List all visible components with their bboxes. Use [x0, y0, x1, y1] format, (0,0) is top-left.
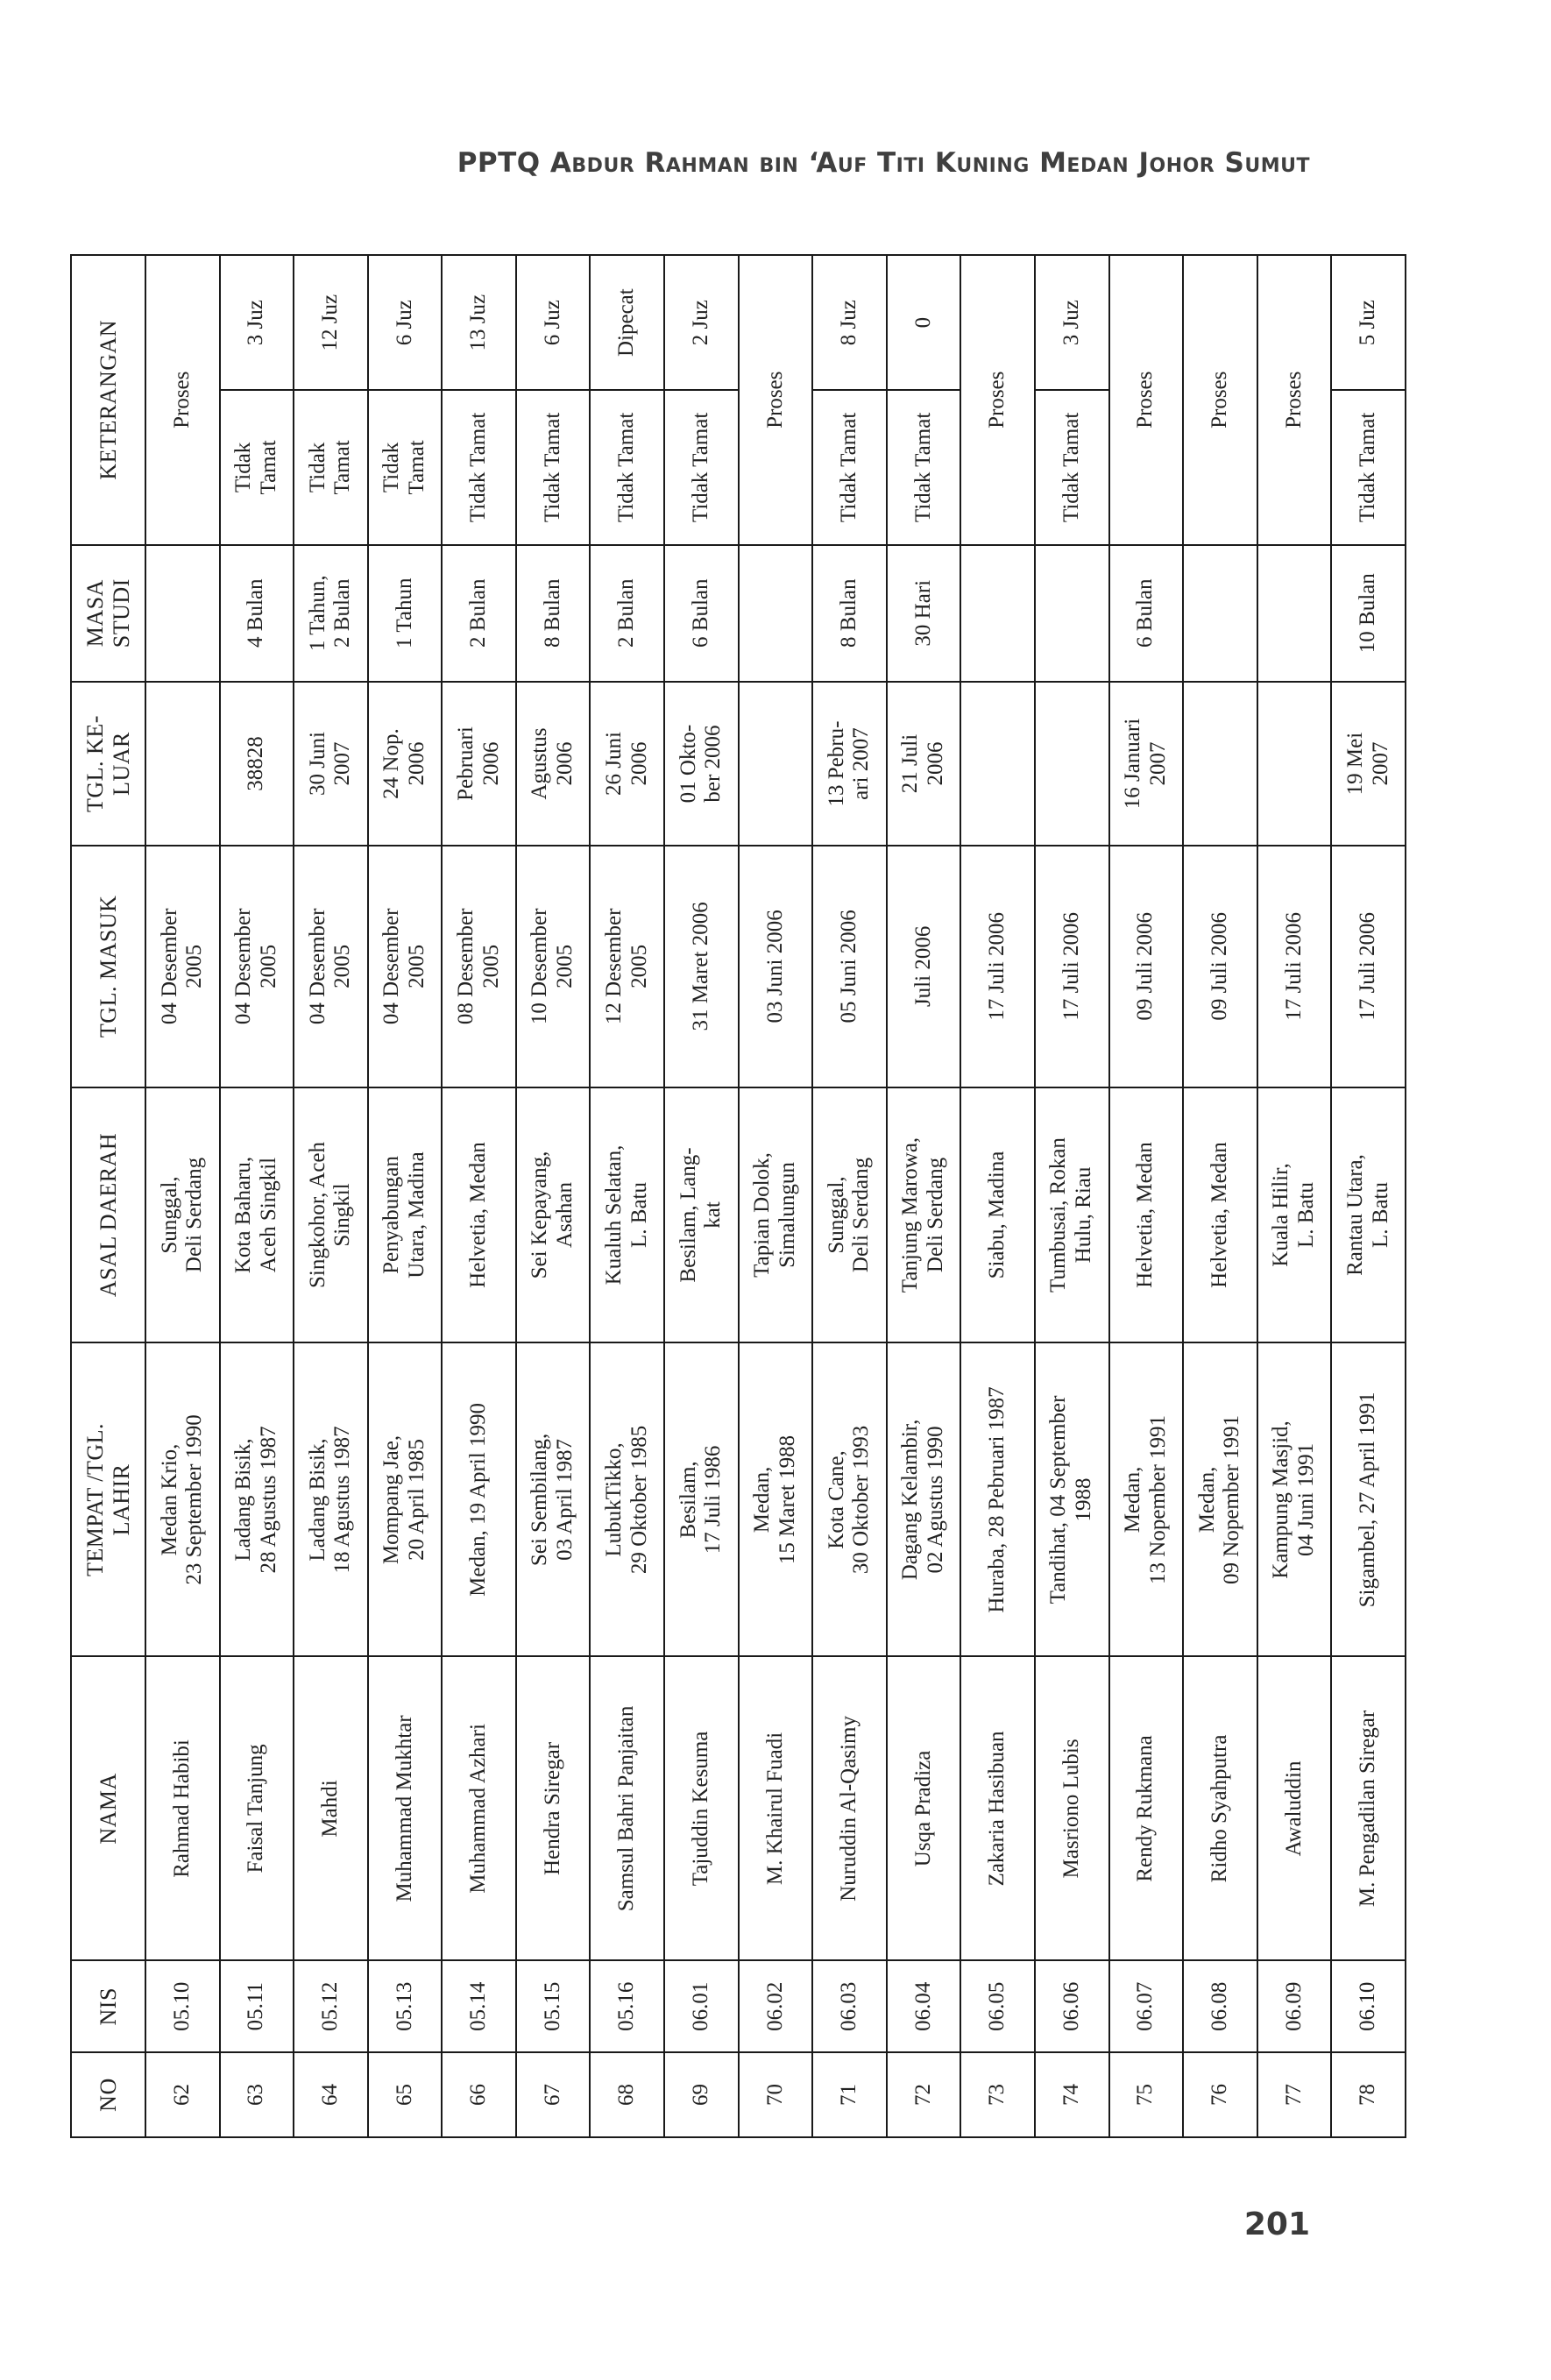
- cell-tgl-keluar: 38828: [220, 682, 294, 846]
- student-table: [70, 254, 1406, 2138]
- cell-nis: 05.16: [590, 1960, 664, 2052]
- cell-nama: Samsul Bahri Panjaitan: [590, 1656, 664, 1960]
- cell-nis: 06.09: [1257, 1960, 1332, 2052]
- cell-nis: 05.12: [294, 1960, 368, 2052]
- cell-masa-studi: [739, 545, 813, 682]
- cell-tempat-tgl-lahir: Medan, 09 Nopember 1991: [1183, 1342, 1257, 1656]
- table-row: [442, 255, 516, 2137]
- cell-keterangan-juz: 5 Juz: [1331, 255, 1406, 390]
- cell-tgl-keluar: Pebruari 2006: [442, 682, 516, 846]
- cell-tgl-keluar: [960, 682, 1035, 846]
- table-row: [1109, 255, 1184, 2137]
- cell-tgl-masuk: 09 Juli 2006: [1183, 846, 1257, 1087]
- cell-keterangan-juz: 12 Juz: [294, 255, 368, 390]
- cell-no: 78: [1331, 2052, 1406, 2137]
- cell-nis: 06.10: [1331, 1960, 1406, 2052]
- cell-nis: 06.03: [812, 1960, 887, 2052]
- cell-asal-daerah: Sunggal, Deli Serdang: [145, 1087, 220, 1343]
- cell-asal-daerah: Tumbusai, Rokan Hulu, Riau: [1035, 1087, 1109, 1343]
- table-row: [739, 255, 813, 2137]
- table-row: [1183, 255, 1257, 2137]
- cell-no: 68: [590, 2052, 664, 2137]
- cell-asal-daerah: Kualuh Selatan, L. Batu: [590, 1087, 664, 1343]
- cell-tgl-masuk: 04 Desember 2005: [145, 846, 220, 1087]
- cell-tgl-masuk: 04 Desember 2005: [368, 846, 443, 1087]
- cell-nis: 06.02: [739, 1960, 813, 2052]
- cell-no: 77: [1257, 2052, 1332, 2137]
- cell-masa-studi: 1 Tahun, 2 Bulan: [294, 545, 368, 682]
- running-header: PPTQ Abdur Rahman bin ‘Auf Titi Kuning Medan Johor Sumut: [457, 147, 1310, 179]
- header-nama: NAMA: [71, 1656, 145, 1960]
- cell-tgl-masuk: 05 Juni 2006: [812, 846, 887, 1087]
- header-asal-daerah: ASAL DAERAH: [71, 1087, 145, 1343]
- student-table-container: [70, 254, 1406, 2138]
- table-row: [887, 255, 961, 2137]
- cell-nis: 05.15: [516, 1960, 591, 2052]
- cell-keterangan-status: Tidak Tamat: [368, 390, 443, 544]
- cell-keterangan-juz: 13 Juz: [442, 255, 516, 390]
- table-row: [1331, 255, 1406, 2137]
- cell-masa-studi: [1257, 545, 1332, 682]
- cell-keterangan-status: Tidak Tamat: [887, 390, 961, 544]
- cell-keterangan-juz: 3 Juz: [1035, 255, 1109, 390]
- cell-masa-studi: 1 Tahun: [368, 545, 443, 682]
- cell-tempat-tgl-lahir: Besilam, 17 Juli 1986: [664, 1342, 739, 1656]
- cell-keterangan-status: Proses: [1257, 255, 1332, 545]
- cell-asal-daerah: Sei Kepayang, Asahan: [516, 1087, 591, 1343]
- cell-no: 74: [1035, 2052, 1109, 2137]
- cell-keterangan-status: Proses: [1183, 255, 1257, 545]
- cell-tgl-masuk: 03 Juni 2006: [739, 846, 813, 1087]
- cell-keterangan-status: Tidak Tamat: [664, 390, 739, 544]
- cell-keterangan-status: Proses: [145, 255, 220, 545]
- cell-tgl-masuk: 12 Desember 2005: [590, 846, 664, 1087]
- table-row: [294, 255, 368, 2137]
- cell-tgl-keluar: 01 Okto- ber 2006: [664, 682, 739, 846]
- cell-no: 64: [294, 2052, 368, 2137]
- cell-no: 73: [960, 2052, 1035, 2137]
- cell-no: 65: [368, 2052, 443, 2137]
- table-row: [145, 255, 220, 2137]
- cell-keterangan-status: Tidak Tamat: [516, 390, 591, 544]
- cell-tgl-masuk: 31 Maret 2006: [664, 846, 739, 1087]
- cell-tgl-masuk: 17 Juli 2006: [960, 846, 1035, 1087]
- cell-keterangan-status: Tidak Tamat: [1035, 390, 1109, 544]
- cell-nis: 06.04: [887, 1960, 961, 2052]
- cell-tgl-masuk: 08 Desember 2005: [442, 846, 516, 1087]
- cell-tempat-tgl-lahir: Mompang Jae, 20 April 1985: [368, 1342, 443, 1656]
- cell-no: 69: [664, 2052, 739, 2137]
- cell-asal-daerah: Kota Baharu, Aceh Singkil: [220, 1087, 294, 1343]
- cell-nis: 06.08: [1183, 1960, 1257, 2052]
- cell-nama: Rahmad Habibi: [145, 1656, 220, 1960]
- cell-tempat-tgl-lahir: Medan, 15 Maret 1988: [739, 1342, 813, 1656]
- cell-keterangan-juz: 6 Juz: [516, 255, 591, 390]
- header-tgl-keluar: TGL. KE- LUAR: [71, 682, 145, 846]
- cell-keterangan-juz: Dipecat: [590, 255, 664, 390]
- cell-tgl-keluar: 24 Nop. 2006: [368, 682, 443, 846]
- table-row: [220, 255, 294, 2137]
- cell-keterangan-status: Proses: [1109, 255, 1184, 545]
- cell-tgl-keluar: [739, 682, 813, 846]
- cell-tempat-tgl-lahir: Kampung Masjid, 04 Juni 1991: [1257, 1342, 1332, 1656]
- cell-keterangan-juz: 8 Juz: [812, 255, 887, 390]
- cell-tgl-keluar: [1257, 682, 1332, 846]
- cell-masa-studi: [1035, 545, 1109, 682]
- table-header-row: [71, 255, 145, 2137]
- cell-nama: Muhammad Mukhtar: [368, 1656, 443, 1960]
- cell-tempat-tgl-lahir: Sei Sembilang, 03 April 1987: [516, 1342, 591, 1656]
- cell-tempat-tgl-lahir: Ladang Bisik, 28 Agustus 1987: [220, 1342, 294, 1656]
- page-number: 201: [1243, 2206, 1310, 2242]
- cell-tgl-keluar: [1035, 682, 1109, 846]
- cell-nama: M. Khairul Fuadi: [739, 1656, 813, 1960]
- cell-nis: 05.14: [442, 1960, 516, 2052]
- cell-tempat-tgl-lahir: Medan, 13 Nopember 1991: [1109, 1342, 1184, 1656]
- cell-no: 66: [442, 2052, 516, 2137]
- header-nis: NIS: [71, 1960, 145, 2052]
- cell-tgl-masuk: 09 Juli 2006: [1109, 846, 1184, 1087]
- cell-keterangan-status: Tidak Tamat: [1331, 390, 1406, 544]
- cell-tgl-keluar: 30 Juni 2007: [294, 682, 368, 846]
- cell-keterangan-status: Tidak Tamat: [442, 390, 516, 544]
- cell-asal-daerah: Helvetia, Medan: [1109, 1087, 1184, 1343]
- cell-tgl-keluar: 21 Juli 2006: [887, 682, 961, 846]
- cell-tgl-masuk: 10 Desember 2005: [516, 846, 591, 1087]
- cell-no: 71: [812, 2052, 887, 2137]
- cell-masa-studi: 8 Bulan: [812, 545, 887, 682]
- cell-nama: Usqa Pradiza: [887, 1656, 961, 1960]
- cell-nis: 06.05: [960, 1960, 1035, 2052]
- table-row: [960, 255, 1035, 2137]
- cell-nama: Zakaria Hasibuan: [960, 1656, 1035, 1960]
- cell-tgl-keluar: 26 Juni 2006: [590, 682, 664, 846]
- cell-nama: Rendy Rukmana: [1109, 1656, 1184, 1960]
- cell-no: 75: [1109, 2052, 1184, 2137]
- cell-keterangan-juz: 2 Juz: [664, 255, 739, 390]
- cell-tempat-tgl-lahir: LubukTikko, 29 Oktober 1985: [590, 1342, 664, 1656]
- cell-masa-studi: 6 Bulan: [1109, 545, 1184, 682]
- table-row: [812, 255, 887, 2137]
- cell-no: 62: [145, 2052, 220, 2137]
- cell-asal-daerah: Sunggal, Deli Serdang: [812, 1087, 887, 1343]
- cell-tempat-tgl-lahir: Tandihat, 04 September 1988: [1035, 1342, 1109, 1656]
- table-row: [1257, 255, 1332, 2137]
- cell-nis: 05.13: [368, 1960, 443, 2052]
- cell-tgl-masuk: 17 Juli 2006: [1257, 846, 1332, 1087]
- cell-asal-daerah: Besilam, Lang- kat: [664, 1087, 739, 1343]
- cell-masa-studi: 10 Bulan: [1331, 545, 1406, 682]
- cell-tempat-tgl-lahir: Huraba, 28 Pebruari 1987: [960, 1342, 1035, 1656]
- cell-asal-daerah: Tapian Dolok, Simalungun: [739, 1087, 813, 1343]
- cell-nis: 06.06: [1035, 1960, 1109, 2052]
- cell-tgl-masuk: 17 Juli 2006: [1331, 846, 1406, 1087]
- cell-masa-studi: 6 Bulan: [664, 545, 739, 682]
- header-tgl-masuk: TGL. MASUK: [71, 846, 145, 1087]
- cell-nama: Awaluddin: [1257, 1656, 1332, 1960]
- cell-nis: 05.10: [145, 1960, 220, 2052]
- cell-asal-daerah: Kuala Hilir, L. Batu: [1257, 1087, 1332, 1343]
- cell-tempat-tgl-lahir: Medan, 19 April 1990: [442, 1342, 516, 1656]
- cell-masa-studi: 2 Bulan: [590, 545, 664, 682]
- cell-no: 63: [220, 2052, 294, 2137]
- cell-tgl-keluar: 13 Pebru- ari 2007: [812, 682, 887, 846]
- cell-keterangan-status: Proses: [739, 255, 813, 545]
- cell-nama: Muhammad Azhari: [442, 1656, 516, 1960]
- cell-tempat-tgl-lahir: Sigambel, 27 April 1991: [1331, 1342, 1406, 1656]
- cell-tgl-masuk: 17 Juli 2006: [1035, 846, 1109, 1087]
- table-row: [1035, 255, 1109, 2137]
- cell-keterangan-status: Tidak Tamat: [812, 390, 887, 544]
- cell-masa-studi: [1183, 545, 1257, 682]
- cell-asal-daerah: Helvetia, Medan: [1183, 1087, 1257, 1343]
- cell-asal-daerah: Tanjung Marowa, Deli Serdang: [887, 1087, 961, 1343]
- cell-tempat-tgl-lahir: Medan Krio, 23 September 1990: [145, 1342, 220, 1656]
- cell-tgl-keluar: Agustus 2006: [516, 682, 591, 846]
- cell-tgl-masuk: Juli 2006: [887, 846, 961, 1087]
- cell-masa-studi: [145, 545, 220, 682]
- cell-nama: Hendra Siregar: [516, 1656, 591, 1960]
- cell-nama: Tajuddin Kesuma: [664, 1656, 739, 1960]
- cell-nama: Nuruddin Al-Qasimy: [812, 1656, 887, 1960]
- cell-nis: 05.11: [220, 1960, 294, 2052]
- cell-masa-studi: 8 Bulan: [516, 545, 591, 682]
- cell-masa-studi: [960, 545, 1035, 682]
- cell-tempat-tgl-lahir: Dagang Kelambir, 02 Agustus 1990: [887, 1342, 961, 1656]
- header-no: NO: [71, 2052, 145, 2137]
- cell-tgl-masuk: 04 Desember 2005: [220, 846, 294, 1087]
- cell-asal-daerah: Penyabungan Utara, Madina: [368, 1087, 443, 1343]
- cell-tgl-masuk: 04 Desember 2005: [294, 846, 368, 1087]
- cell-tempat-tgl-lahir: Kota Cane, 30 Oktober 1993: [812, 1342, 887, 1656]
- cell-masa-studi: 4 Bulan: [220, 545, 294, 682]
- cell-asal-daerah: Helvetia, Medan: [442, 1087, 516, 1343]
- cell-no: 70: [739, 2052, 813, 2137]
- cell-keterangan-juz: 0: [887, 255, 961, 390]
- cell-tgl-keluar: 16 Januari 2007: [1109, 682, 1184, 846]
- table-row: [516, 255, 591, 2137]
- cell-nama: Ridho Syahputra: [1183, 1656, 1257, 1960]
- header-tempat-tgl-lahir: TEMPAT /TGL. LAHIR: [71, 1342, 145, 1656]
- cell-masa-studi: 30 Hari: [887, 545, 961, 682]
- cell-no: 76: [1183, 2052, 1257, 2137]
- header-keterangan: KETERANGAN: [71, 255, 145, 545]
- cell-asal-daerah: Singkohor, Aceh Singkil: [294, 1087, 368, 1343]
- header-masa-studi: MASA STUDI: [71, 545, 145, 682]
- cell-nama: Mahdi: [294, 1656, 368, 1960]
- cell-no: 72: [887, 2052, 961, 2137]
- cell-no: 67: [516, 2052, 591, 2137]
- cell-asal-daerah: Siabu, Madina: [960, 1087, 1035, 1343]
- cell-nama: Faisal Tanjung: [220, 1656, 294, 1960]
- cell-tgl-keluar: [1183, 682, 1257, 846]
- cell-tempat-tgl-lahir: Ladang Bisik, 18 Agustus 1987: [294, 1342, 368, 1656]
- cell-tgl-keluar: [145, 682, 220, 846]
- cell-masa-studi: 2 Bulan: [442, 545, 516, 682]
- cell-nama: Masriono Lubis: [1035, 1656, 1109, 1960]
- cell-nama: M. Pengadilan Siregar: [1331, 1656, 1406, 1960]
- cell-nis: 06.01: [664, 1960, 739, 2052]
- cell-nis: 06.07: [1109, 1960, 1184, 2052]
- cell-keterangan-juz: 3 Juz: [220, 255, 294, 390]
- table-row: [590, 255, 664, 2137]
- cell-keterangan-status: Tidak Tamat: [294, 390, 368, 544]
- cell-keterangan-status: Tidak Tamat: [220, 390, 294, 544]
- cell-tgl-keluar: 19 Mei 2007: [1331, 682, 1406, 846]
- table-row: [664, 255, 739, 2137]
- cell-keterangan-status: Tidak Tamat: [590, 390, 664, 544]
- cell-asal-daerah: Rantau Utara, L. Batu: [1331, 1087, 1406, 1343]
- cell-keterangan-juz: 6 Juz: [368, 255, 443, 390]
- table-row: [368, 255, 443, 2137]
- cell-keterangan-status: Proses: [960, 255, 1035, 545]
